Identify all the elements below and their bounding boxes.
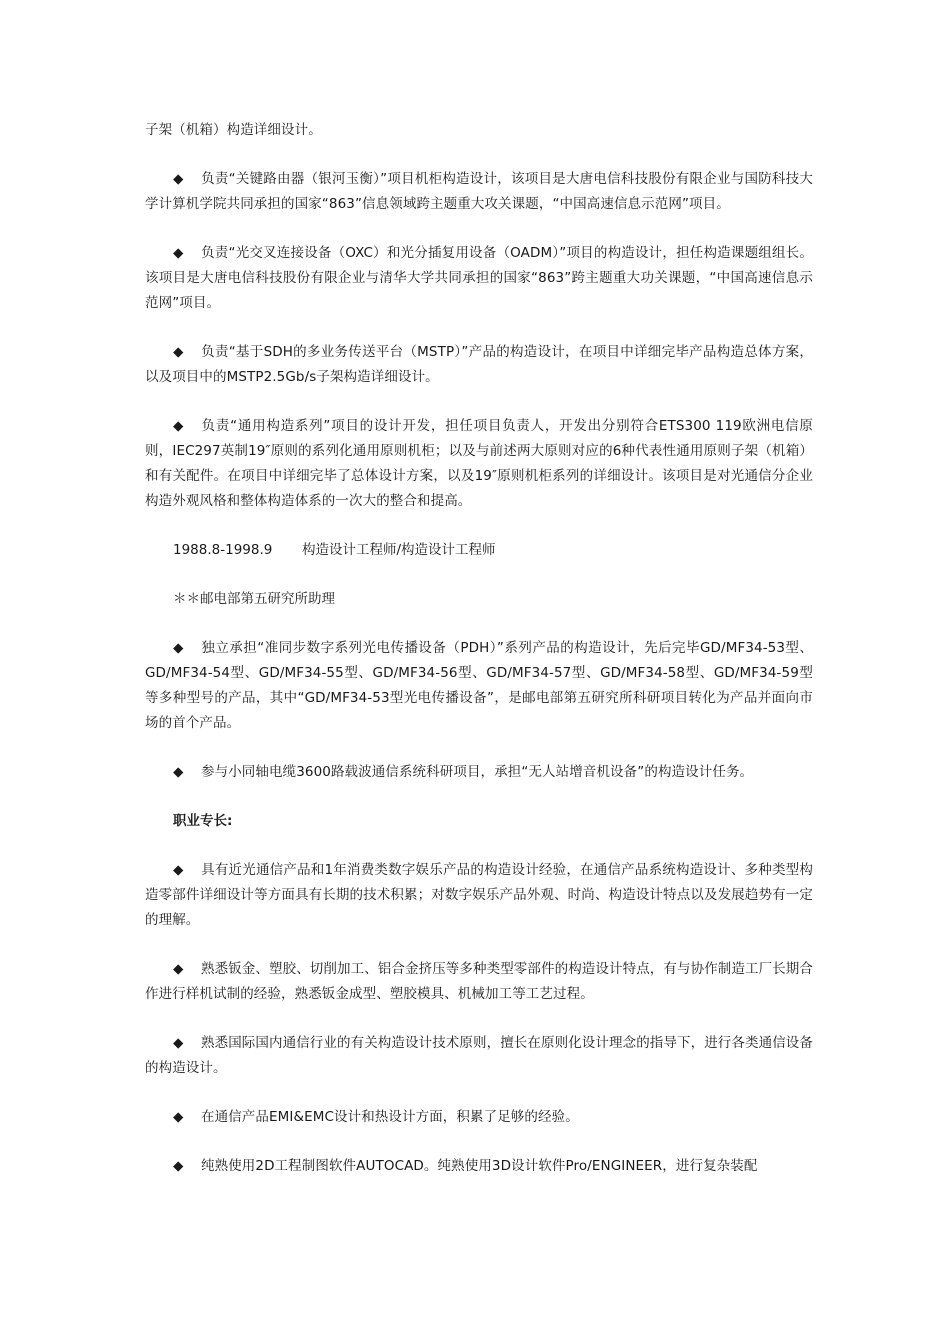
employment-period bbox=[173, 538, 813, 563]
skill-text: 熟悉钣金、塑胶、切削加工、铝合金挤压等多种类型零部件的构造设计特点，有与协作制造工厂长期合作进行样机试制的经验，熟悉钣金成型、塑胶模具、机械加工等工艺过程。 bbox=[145, 961, 813, 1002]
period-title: 构造设计工程师/构造设计工程师 bbox=[302, 542, 496, 558]
document-page bbox=[145, 118, 813, 1203]
bullet-text: 负责“关键路由器（银河玉衡）”项目机柜构造设计，该项目是大唐电信科技股份有限企业与国防科技大学计算机学院共同承担的国家“863”信息领域跨主题重大攻关课题，“中国高速信息示范网”项目。 bbox=[145, 171, 813, 212]
skill-item bbox=[145, 1154, 813, 1179]
diamond-bullet-icon: ◆ bbox=[173, 418, 184, 434]
period-dates: 1988.8-1998.9 bbox=[173, 542, 273, 558]
bullet-paragraph bbox=[145, 167, 813, 217]
organization-name: ＊＊邮电部第五研究所助理 bbox=[173, 591, 335, 607]
skill-item bbox=[145, 957, 813, 1007]
skill-text: 具有近光通信产品和1年消费类数字娱乐产品的构造设计经验，在通信产品系统构造设计、多种类型构造零部件详细设计等方面具有长期的技术积累；对数字娱乐产品外观、时尚、构造设计特点以及发展趋势有一定的理解。 bbox=[145, 862, 813, 928]
diamond-bullet-icon: ◆ bbox=[173, 245, 184, 261]
skill-text: 在通信产品EMI&EMC设计和热设计方面，积累了足够的经验。 bbox=[201, 1109, 579, 1125]
bullet-paragraph bbox=[145, 636, 813, 736]
diamond-bullet-icon: ◆ bbox=[173, 1158, 184, 1174]
skill-item bbox=[145, 858, 813, 933]
bullet-paragraph bbox=[145, 241, 813, 316]
diamond-bullet-icon: ◆ bbox=[173, 1035, 184, 1051]
bullet-text: 负责“光交叉连接设备（OXC）和光分插复用设备（OADM）”项目的构造设计，担任构造课题组组长。该项目是大唐电信科技股份有限企业与清华大学共同承担的国家“863”跨主题重大功关课题，“中国高速信息示范网”项目。 bbox=[145, 245, 813, 311]
bullet-text: 参与小同轴电缆3600路载波通信系统科研项目，承担“无人站增音机设备”的构造设计任务。 bbox=[201, 764, 754, 780]
diamond-bullet-icon: ◆ bbox=[173, 640, 184, 656]
skill-text: 纯熟使用2D工程制图软件AUTOCAD。纯熟使用3D设计软件Pro/ENGINEER，进行复杂装配 bbox=[201, 1158, 758, 1174]
bullet-text: 负责“通用构造系列”项目的设计开发，担任项目负责人，开发出分别符合ETS300 119欧洲电信原则，IEC297英制19″原则的系列化通用原则机柜；以及与前述两大原则对应的6种代表性通用原则子架（机箱）和有关配件。在项目中详细完毕了总体设计方案，以及19″原则机柜系列的详细设计。该项目是对光通信分企业构造外观风格和整体构造体系的一次大的整合和提高。 bbox=[145, 418, 813, 509]
bullet-text: 独立承担“准同步数字系列光电传播设备（PDH）”系列产品的构造设计，先后完毕GD/MF34-53型、GD/MF34-54型、GD/MF34-55型、GD/MF34-56型、GD/MF34-57型、GD/MF34-58型、GD/MF34-59型等多种型号的产品，其中“GD/MF34-53型光电传播设备”，是邮电部第五研究所科研项目转化为产品并面向市场的首个产品。 bbox=[145, 640, 813, 731]
diamond-bullet-icon: ◆ bbox=[173, 862, 184, 878]
skill-text: 熟悉国际国内通信行业的有关构造设计技术原则，擅长在原则化设计理念的指导下，进行各类通信设备的构造设计。 bbox=[145, 1035, 813, 1076]
diamond-bullet-icon: ◆ bbox=[173, 1109, 184, 1125]
skills-heading: 职业专长: bbox=[173, 813, 233, 829]
bullet-text: 负责“基于SDH的多业务传送平台（MSTP）”产品的构造设计，在项目中详细完毕产品构造总体方案，以及项目中的MSTP2.5Gb/s子架构造详细设计。 bbox=[145, 344, 813, 385]
skill-item bbox=[145, 1105, 813, 1130]
diamond-bullet-icon: ◆ bbox=[173, 344, 184, 360]
bullet-paragraph bbox=[145, 414, 813, 514]
skill-item bbox=[145, 1031, 813, 1081]
bullet-paragraph bbox=[145, 760, 813, 785]
paragraph-continuation: 子架（机箱）构造详细设计。 bbox=[145, 122, 322, 138]
bullet-paragraph bbox=[145, 340, 813, 390]
diamond-bullet-icon: ◆ bbox=[173, 171, 184, 187]
diamond-bullet-icon: ◆ bbox=[173, 961, 184, 977]
diamond-bullet-icon: ◆ bbox=[173, 764, 184, 780]
